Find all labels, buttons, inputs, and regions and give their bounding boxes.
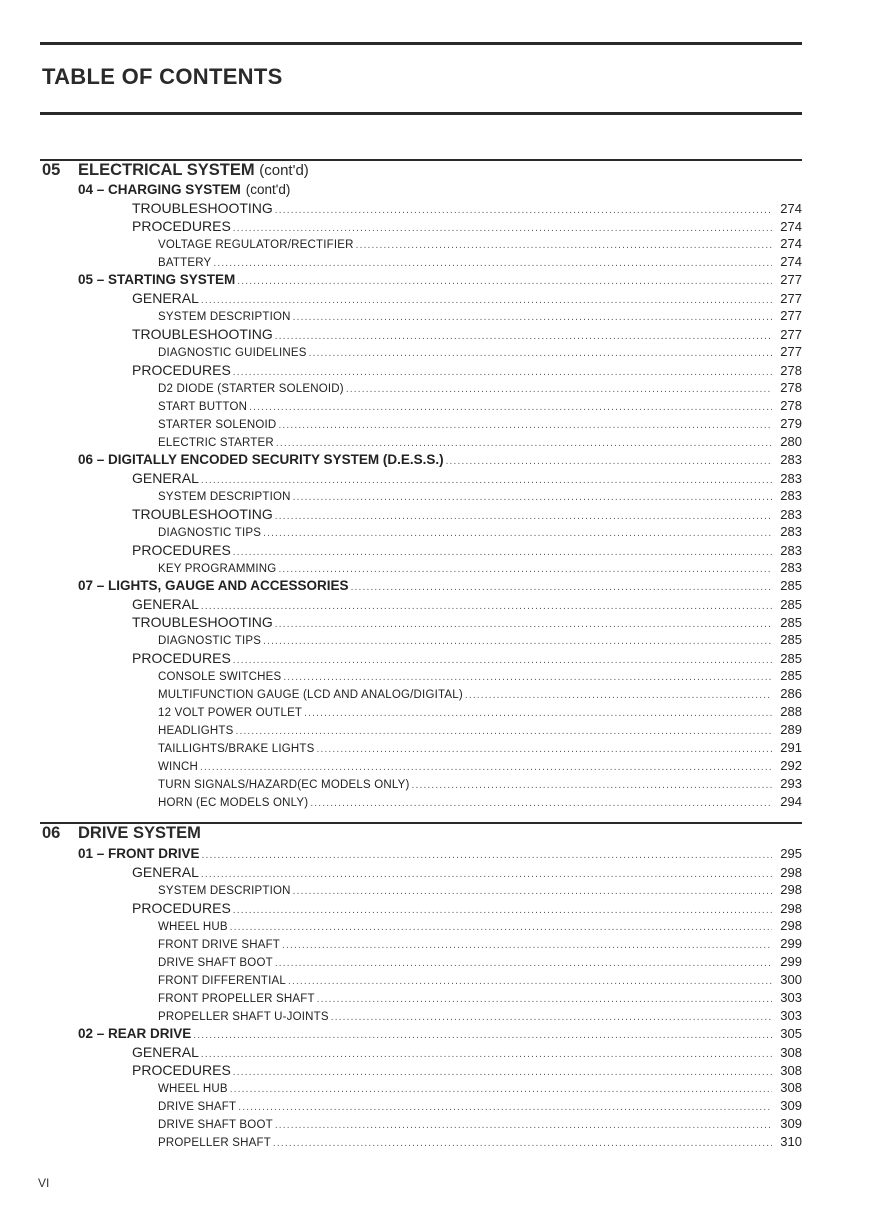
- toc-subsection-entry[interactable]: [132, 218, 802, 236]
- entry-label: START BUTTON: [158, 401, 248, 413]
- dot-leader: [233, 367, 772, 378]
- entry-label: ELECTRIC STARTER: [158, 437, 274, 449]
- entry-page-number: 294: [780, 794, 802, 809]
- entry-page-number: 285: [780, 615, 802, 630]
- dot-leader: [275, 619, 772, 630]
- toc-topic-entry[interactable]: [158, 488, 802, 506]
- entry-label: TROUBLESHOOTING: [132, 326, 273, 342]
- toc-topic-entry[interactable]: [158, 632, 802, 650]
- toc-topic-entry[interactable]: [158, 416, 802, 434]
- dot-leader: [293, 312, 772, 323]
- toc-topic-entry[interactable]: [158, 380, 802, 398]
- toc-topic-entry[interactable]: [158, 254, 802, 272]
- entry-page-number: 277: [780, 308, 802, 323]
- entry-page-number: 310: [780, 1134, 802, 1149]
- toc-topic-entry[interactable]: [158, 668, 802, 686]
- dot-leader: [230, 922, 772, 933]
- dot-leader: [309, 348, 772, 359]
- entry-label: SYSTEM DESCRIPTION: [158, 885, 291, 897]
- toc-topic-entry[interactable]: [158, 918, 802, 936]
- section-number: 06: [42, 824, 61, 842]
- dot-leader: [275, 958, 772, 969]
- entry-label: BATTERY: [158, 257, 212, 269]
- toc-subsection-entry[interactable]: [132, 614, 802, 632]
- entry-label: MULTIFUNCTION GAUGE (LCD AND ANALOG/DIGITAL): [158, 689, 463, 701]
- title-rule: [40, 112, 802, 115]
- entry-label: WINCH: [158, 761, 198, 773]
- dot-leader: [238, 1102, 772, 1113]
- entry-label: DRIVE SHAFT BOOT: [158, 1119, 273, 1131]
- entry-label: PROCEDURES: [132, 218, 231, 234]
- section-title[interactable]: DRIVE SYSTEM: [78, 824, 201, 842]
- toc-subsection-entry[interactable]: [132, 900, 802, 918]
- dot-leader: [316, 744, 772, 755]
- entry-page-number: 274: [780, 236, 802, 251]
- dot-leader: [233, 655, 772, 666]
- dot-leader: [283, 672, 772, 683]
- dot-leader: [273, 1138, 772, 1149]
- entry-page-number: 305: [780, 1026, 802, 1041]
- entry-page-number: 280: [780, 434, 802, 449]
- entry-page-number: 288: [780, 704, 802, 719]
- dot-leader: [230, 1084, 772, 1095]
- entry-page-number: 295: [780, 846, 802, 861]
- entry-suffix: (cont'd): [245, 182, 291, 197]
- entry-label: KEY PROGRAMMING: [158, 563, 277, 575]
- entry-page-number: 298: [780, 865, 802, 880]
- dot-leader: [331, 1012, 772, 1023]
- entry-page-number: 278: [780, 380, 802, 395]
- dot-leader: [236, 726, 773, 737]
- entry-page-number: 298: [780, 901, 802, 916]
- entry-page-number: 298: [780, 882, 802, 897]
- entry-label: 07 – LIGHTS, GAUGE AND ACCESSORIES: [78, 578, 349, 593]
- entry-page-number: 299: [780, 954, 802, 969]
- toc-subsection-entry[interactable]: [132, 290, 802, 308]
- toc-topic-entry[interactable]: [158, 560, 802, 578]
- toc-subsection-entry[interactable]: [132, 470, 802, 488]
- dot-leader: [356, 240, 772, 251]
- entry-page-number: 285: [780, 651, 802, 666]
- entry-page-number: 308: [780, 1063, 802, 1078]
- toc-chapter-entry[interactable]: [78, 1026, 802, 1044]
- entry-label: GENERAL: [132, 596, 199, 612]
- section-header-drive-system: [40, 822, 802, 842]
- dot-leader: [193, 1030, 772, 1041]
- toc-topic-entry[interactable]: [158, 936, 802, 954]
- entry-page-number: 277: [780, 291, 802, 306]
- toc-topic-entry[interactable]: [158, 776, 802, 794]
- toc-topic-entry[interactable]: [158, 1116, 802, 1134]
- dot-leader: [412, 780, 772, 791]
- toc-topic-entry[interactable]: [158, 686, 802, 704]
- dot-leader: [233, 905, 772, 916]
- toc-chapter-entry[interactable]: [78, 272, 802, 290]
- toc-subsection-entry[interactable]: [132, 1044, 802, 1062]
- entry-label: FRONT PROPELLER SHAFT: [158, 993, 315, 1005]
- page-number: VI: [38, 1176, 50, 1190]
- dot-leader: [304, 708, 772, 719]
- entry-page-number: 303: [780, 1008, 802, 1023]
- toc-subsection-entry[interactable]: [132, 650, 802, 668]
- toc-topic-entry[interactable]: [158, 722, 802, 740]
- entry-label: PROPELLER SHAFT: [158, 1137, 271, 1149]
- entry-page-number: 277: [780, 272, 802, 287]
- toc-topic-entry[interactable]: [158, 882, 802, 900]
- entry-page-number: 299: [780, 936, 802, 951]
- entry-label: 05 – STARTING SYSTEM: [78, 272, 236, 287]
- entry-label: WHEEL HUB: [158, 1083, 228, 1095]
- toc-subsection-entry[interactable]: [132, 326, 802, 344]
- entry-label: VOLTAGE REGULATOR/RECTIFIER: [158, 239, 354, 251]
- toc-topic-entry[interactable]: [158, 972, 802, 990]
- entry-page-number: 292: [780, 758, 802, 773]
- entry-label: SYSTEM DESCRIPTION: [158, 311, 291, 323]
- dot-leader: [233, 223, 772, 234]
- entry-page-number: 283: [780, 560, 802, 575]
- dot-leader: [310, 798, 772, 809]
- dot-leader: [263, 636, 772, 647]
- section-title[interactable]: ELECTRICAL SYSTEM (cont'd): [78, 161, 309, 179]
- dot-leader: [201, 1049, 772, 1060]
- dot-leader: [465, 690, 772, 701]
- entry-label: TURN SIGNALS/HAZARD(EC MODELS ONLY): [158, 779, 410, 791]
- entry-label: PROCEDURES: [132, 650, 231, 666]
- entry-page-number: 309: [780, 1098, 802, 1113]
- entry-label: 04 – CHARGING SYSTEM: [78, 182, 241, 197]
- toc-topic-entry[interactable]: [158, 1134, 802, 1152]
- entry-page-number: 285: [780, 668, 802, 683]
- entry-label: TAILLIGHTS/BRAKE LIGHTS: [158, 743, 315, 755]
- dot-leader: [446, 456, 772, 467]
- toc-topic-entry[interactable]: [158, 236, 802, 254]
- toc-subsection-entry[interactable]: [132, 1062, 802, 1080]
- dot-leader: [293, 492, 772, 503]
- dot-leader: [275, 205, 772, 216]
- entry-label: GENERAL: [132, 290, 199, 306]
- entry-page-number: 274: [780, 201, 802, 216]
- dot-leader: [346, 384, 772, 395]
- dot-leader: [200, 762, 772, 773]
- entry-page-number: 308: [780, 1080, 802, 1095]
- dot-leader: [276, 438, 772, 449]
- entry-label: D2 DIODE (STARTER SOLENOID): [158, 383, 344, 395]
- entry-page-number: 291: [780, 740, 802, 755]
- toc-topic-entry[interactable]: [158, 740, 802, 758]
- toc-topic-entry[interactable]: [158, 524, 802, 542]
- toc-topic-entry[interactable]: [158, 308, 802, 326]
- toc-topic-entry[interactable]: [158, 434, 802, 452]
- entry-page-number: 278: [780, 363, 802, 378]
- dot-leader: [278, 564, 772, 575]
- entry-page-number: 278: [780, 398, 802, 413]
- toc-subsection-entry[interactable]: [132, 362, 802, 380]
- dot-leader: [201, 295, 772, 306]
- toc-chapter-entry[interactable]: [78, 182, 802, 200]
- entry-label: TROUBLESHOOTING: [132, 200, 273, 216]
- toc-topic-entry[interactable]: [158, 1080, 802, 1098]
- entry-label: 02 – REAR DRIVE: [78, 1026, 192, 1041]
- toc-chapter-entry[interactable]: [78, 452, 802, 470]
- entry-label: TROUBLESHOOTING: [132, 614, 273, 630]
- entry-page-number: 286: [780, 686, 802, 701]
- entry-page-number: 283: [780, 507, 802, 522]
- dot-leader: [278, 420, 772, 431]
- toc-topic-entry[interactable]: [158, 398, 802, 416]
- section-number: 05: [42, 161, 61, 179]
- entry-label: 12 VOLT POWER OUTLET: [158, 707, 303, 719]
- entry-page-number: 309: [780, 1116, 802, 1131]
- dot-leader: [293, 886, 772, 897]
- dot-leader: [263, 528, 772, 539]
- entry-page-number: 283: [780, 452, 802, 467]
- entry-page-number: 303: [780, 990, 802, 1005]
- dot-leader: [351, 582, 772, 593]
- toc-topic-entry[interactable]: [158, 1098, 802, 1116]
- entry-label: DIAGNOSTIC TIPS: [158, 635, 262, 647]
- dot-leader: [201, 869, 772, 880]
- dot-leader: [275, 511, 772, 522]
- entry-label: DRIVE SHAFT: [158, 1101, 237, 1113]
- entry-page-number: 285: [780, 632, 802, 647]
- toc-subsection-entry[interactable]: [132, 864, 802, 882]
- entry-label: HORN (EC MODELS ONLY): [158, 797, 309, 809]
- dot-leader: [233, 1067, 772, 1078]
- dot-leader: [317, 994, 772, 1005]
- entry-label: FRONT DIFFERENTIAL: [158, 975, 286, 987]
- dot-leader: [249, 402, 772, 413]
- entry-page-number: 283: [780, 471, 802, 486]
- entry-page-number: 279: [780, 416, 802, 431]
- toc-topic-entry[interactable]: [158, 990, 802, 1008]
- entry-label: GENERAL: [132, 1044, 199, 1060]
- entry-label: TROUBLESHOOTING: [132, 506, 273, 522]
- toc-topic-entry[interactable]: [158, 794, 802, 812]
- entry-label: DIAGNOSTIC GUIDELINES: [158, 347, 307, 359]
- entry-label: PROCEDURES: [132, 542, 231, 558]
- entry-label: PROCEDURES: [132, 900, 231, 916]
- entry-label: DIAGNOSTIC TIPS: [158, 527, 262, 539]
- entry-page-number: 285: [780, 578, 802, 593]
- dot-leader: [202, 850, 772, 861]
- entry-label: PROPELLER SHAFT U-JOINTS: [158, 1011, 329, 1023]
- entry-label: DRIVE SHAFT BOOT: [158, 957, 273, 969]
- toc-subsection-entry[interactable]: [132, 200, 802, 218]
- entry-page-number: 283: [780, 524, 802, 539]
- entry-page-number: 277: [780, 344, 802, 359]
- entry-label: CONSOLE SWITCHES: [158, 671, 282, 683]
- toc-chapter-entry[interactable]: [78, 846, 802, 864]
- dot-leader: [237, 276, 772, 287]
- toc-topic-entry[interactable]: [158, 758, 802, 776]
- entry-page-number: 274: [780, 254, 802, 269]
- section-header-electrical-system: [40, 159, 802, 179]
- entry-label: GENERAL: [132, 864, 199, 880]
- dot-leader: [288, 976, 772, 987]
- entry-page-number: 308: [780, 1045, 802, 1060]
- dot-leader: [275, 331, 772, 342]
- entry-label: STARTER SOLENOID: [158, 419, 277, 431]
- dot-leader: [233, 547, 772, 558]
- entry-label: PROCEDURES: [132, 362, 231, 378]
- entry-label: 06 – DIGITALLY ENCODED SECURITY SYSTEM (D.E.S.S.): [78, 452, 444, 467]
- entry-page-number: 274: [780, 219, 802, 234]
- toc-topic-entry[interactable]: [158, 954, 802, 972]
- entry-page-number: 283: [780, 488, 802, 503]
- entry-page-number: 298: [780, 918, 802, 933]
- dot-leader: [213, 258, 772, 269]
- entry-label: SYSTEM DESCRIPTION: [158, 491, 291, 503]
- entry-page-number: 300: [780, 972, 802, 987]
- entry-label: FRONT DRIVE SHAFT: [158, 939, 281, 951]
- toc-subsection-entry[interactable]: [132, 542, 802, 560]
- entry-label: HEADLIGHTS: [158, 725, 234, 737]
- dot-leader: [201, 601, 772, 612]
- page-title: TABLE OF CONTENTS: [42, 64, 283, 89]
- dot-leader: [282, 940, 772, 951]
- entry-page-number: 293: [780, 776, 802, 791]
- dot-leader: [275, 1120, 772, 1131]
- toc-topic-entry[interactable]: [158, 1008, 802, 1026]
- entry-page-number: 289: [780, 722, 802, 737]
- entry-label: 01 – FRONT DRIVE: [78, 846, 200, 861]
- toc-topic-entry[interactable]: [158, 704, 802, 722]
- toc-subsection-entry[interactable]: [132, 596, 802, 614]
- toc-subsection-entry[interactable]: [132, 506, 802, 524]
- toc-chapter-entry[interactable]: [78, 578, 802, 596]
- entry-label: PROCEDURES: [132, 1062, 231, 1078]
- toc-topic-entry[interactable]: [158, 344, 802, 362]
- entry-page-number: 285: [780, 597, 802, 612]
- entry-label: WHEEL HUB: [158, 921, 228, 933]
- top-rule: [40, 42, 802, 45]
- entry-page-number: 283: [780, 543, 802, 558]
- entry-label: GENERAL: [132, 470, 199, 486]
- entry-page-number: 277: [780, 327, 802, 342]
- dot-leader: [201, 475, 772, 486]
